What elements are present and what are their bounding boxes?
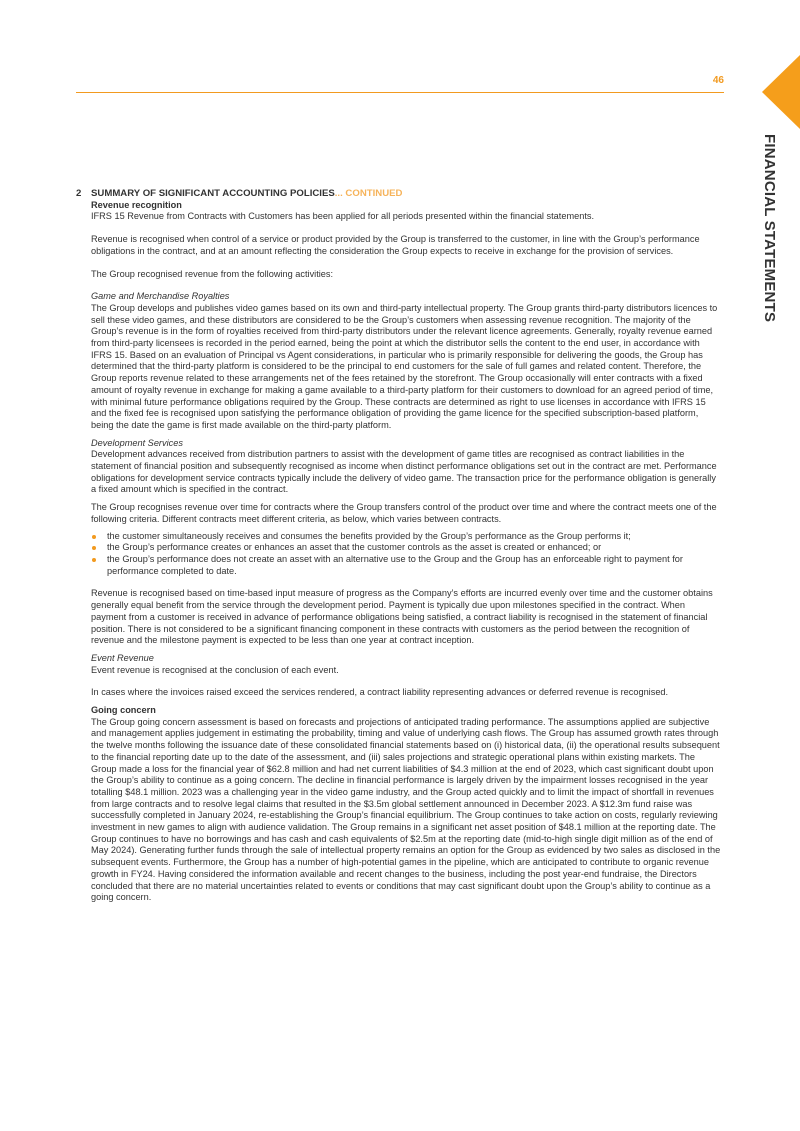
- revenue-paragraph-2: Revenue is recognised when control of a service or product provided by the Group is transferred to the customer, in line with the Group’s performance obligations in the contract, and at an amount reflecting the consideration the Group expects to receive in exchange for the provision of services.: [91, 234, 700, 256]
- revenue-paragraph-1: IFRS 15 Revenue from Contracts with Customers has been applied for all periods presented within the financial statements.: [91, 211, 595, 222]
- event-revenue-body: Event revenue is recognised at the conclusion of each event.: [91, 664, 339, 675]
- development-services-body: Development advances received from distribution partners to assist with the development of game titles are recognised as contract liabilities in the statement of financial position and subsequently recognised as income when distinct performance obligations set out in the contract are met. Performance obligations for development service contracts typically include the delivery of video game. The transaction price for the performance obligation is generally a fixed amount which is specified in the contract.: [91, 449, 717, 495]
- event-revenue-body-2: In cases where the invoices raised exceed the services rendered, a contract liability representing advances or deferred revenue is recognised.: [91, 687, 669, 698]
- list-item: [91, 542, 721, 554]
- bullet-icon: [92, 546, 96, 550]
- revenue-paragraph-3: The Group recognised revenue from the following activities:: [91, 268, 334, 279]
- list-item: [91, 554, 721, 577]
- event-revenue-heading: Event Revenue: [91, 652, 154, 663]
- development-services-intro: The Group recognises revenue over time for contracts where the Group transfers control of the product over time and where the contract meets one of the following criteria. Different contracts meet different criteria, as below, which varies between contracts.: [91, 502, 717, 524]
- list-item-text: the customer simultaneously receives and consumes the benefits provided by the Group’s performance as the Group performs it;: [107, 530, 631, 541]
- bullet-icon: [92, 558, 96, 562]
- bullet-icon: [92, 535, 96, 539]
- criteria-list: [91, 531, 721, 578]
- game-royalties-body: The Group develops and publishes video games based on its own and third-party intellectual property. The Group grants third-party distributors licences to sell these video games, and these distributors are considered to be the Group’s customers when assessing revenue recognition. The majority of the Group’s revenue is in the form of royalties received from third-party distributors under the relevant licence agreements. Generally, royalty revenue earned from third-party licensees is recorded in the period earned, being the point at which the distributor sells the content to the end user, in accordance with IFRS 15. Based on an evaluation of Principal vs Agent considerations, in particular who is primarily responsible for delivering the goods, the Group has determined that the third-party platform is considered to be the principal to end customers for the sale of full games and related content. Therefore, the Group reports revenue related to these arrangements net of the fees retained by the storefront. The Group occasionally will enter contracts with a fixed amount of royalty revenue in exchange for making a game available to a third-party platform for their customers to download for an agreed period of time, with minimal future performance obligations required by the Group. These contracts are determined as right to use licenses in accordance with IFRS 15 and the fixed fee is recognised upon satisfying the performance obligation of providing the game licence for the specified subscription-based platform, being the date the game is first made available on the third-party platform.: [91, 302, 718, 430]
- section-title: SUMMARY OF SIGNIFICANT ACCOUNTING POLICIES: [91, 188, 335, 199]
- going-concern-body: The Group going concern assessment is based on forecasts and projections of anticipated trading performance. The assumptions applied are subjective and management applies judgement in estimating the probability, timing and value of underlying cash flows. The Group has assumed growth rates through the twelve months following the issuance date of these consolidated financial statements based on (i) historical data, (ii) the operational results subsequent to the financial reporting date up to the date of the assessment, and (iii) sales projections and strategic operational plans within existing markets. The Group made a loss for the financial year of $62.8 million and had net current liabilities of $4.3 million at the end of 2023, which cast significant doubt upon the Group’s ability to continue as a going concern. The decline in financial performance is largely driven by the impairment losses recognised in the year totalling $48.1 million. 2023 was a challenging year in the video game industry, and the Group acted quickly and to limit the impact of shortfall in revenues from large contracts and to resolve legal claims that resulted in the $3.5m global settlement announced in December 2023. A $12.3m fund raise was successfully completed in January 2024, re-establishing the Group’s financial equilibrium. The Group continues to take action on costs, regularly reviewing investment in new games to align with audience validation. The Group remains in a significant net asset position of $48.1 million at the reporting date. The Group continues to have no borrowings and has cash and cash equivalents of $2.5m at the reporting date (mid-to-high single digit million as of the end of May 2024). Generating further funds through the sale of intellectual property remains an option for the Group as evidenced by two sales as disclosed in the subsequent events. Furthermore, the Group has a number of high-potential games in the pipeline, which are anticipated to contribute to organic revenue growth in FY24. Having considered the information available and recent changes to the business, including the post year-end fundraise, the Directors concluded that there are no material uncertainties related to events or conditions that may cast significant doubt upon the Group’s ability to continue as a going concern.: [91, 716, 721, 903]
- header-divider: [76, 92, 724, 93]
- page-number: 46: [712, 75, 724, 86]
- section-continued: ... CONTINUED: [334, 188, 403, 199]
- game-royalties-heading: Game and Merchandise Royalties: [91, 291, 230, 302]
- list-item: [91, 531, 721, 543]
- section-side-label: FINANCIAL STATEMENTS: [761, 134, 778, 323]
- page-content: [76, 188, 721, 904]
- going-concern-heading: Going concern: [91, 705, 156, 716]
- list-item-text: the Group’s performance creates or enhances an asset that the customer controls as the asset is created or enhanced; or: [107, 542, 602, 553]
- revenue-recognition-heading: Revenue recognition: [91, 199, 182, 210]
- list-item-text: the Group’s performance does not create an asset with an alternative use to the Group and the Group has an enforceable right to payment for performance completed to date.: [107, 553, 683, 576]
- section-heading: [76, 188, 721, 200]
- section-number: 2: [76, 188, 82, 199]
- development-progress-paragraph: Revenue is recognised based on time-based input measure of progress as the Company’s efforts are incurred evenly over time and the customer obtains generally equal benefit from the service through the development period. Payment is typically due upon milestones specified in the contract. When payment from a customer is received in advance of performance obligations being satisfied, a contract liability is recognised in the statement of financial position. There is not considered to be a significant financing component in these contracts with customers as the period between the recognition of revenue and the milestone payment is expected to be less than one year at contract inception.: [91, 588, 713, 646]
- corner-tab-arrow: [762, 55, 800, 129]
- development-services-heading: Development Services: [91, 437, 183, 448]
